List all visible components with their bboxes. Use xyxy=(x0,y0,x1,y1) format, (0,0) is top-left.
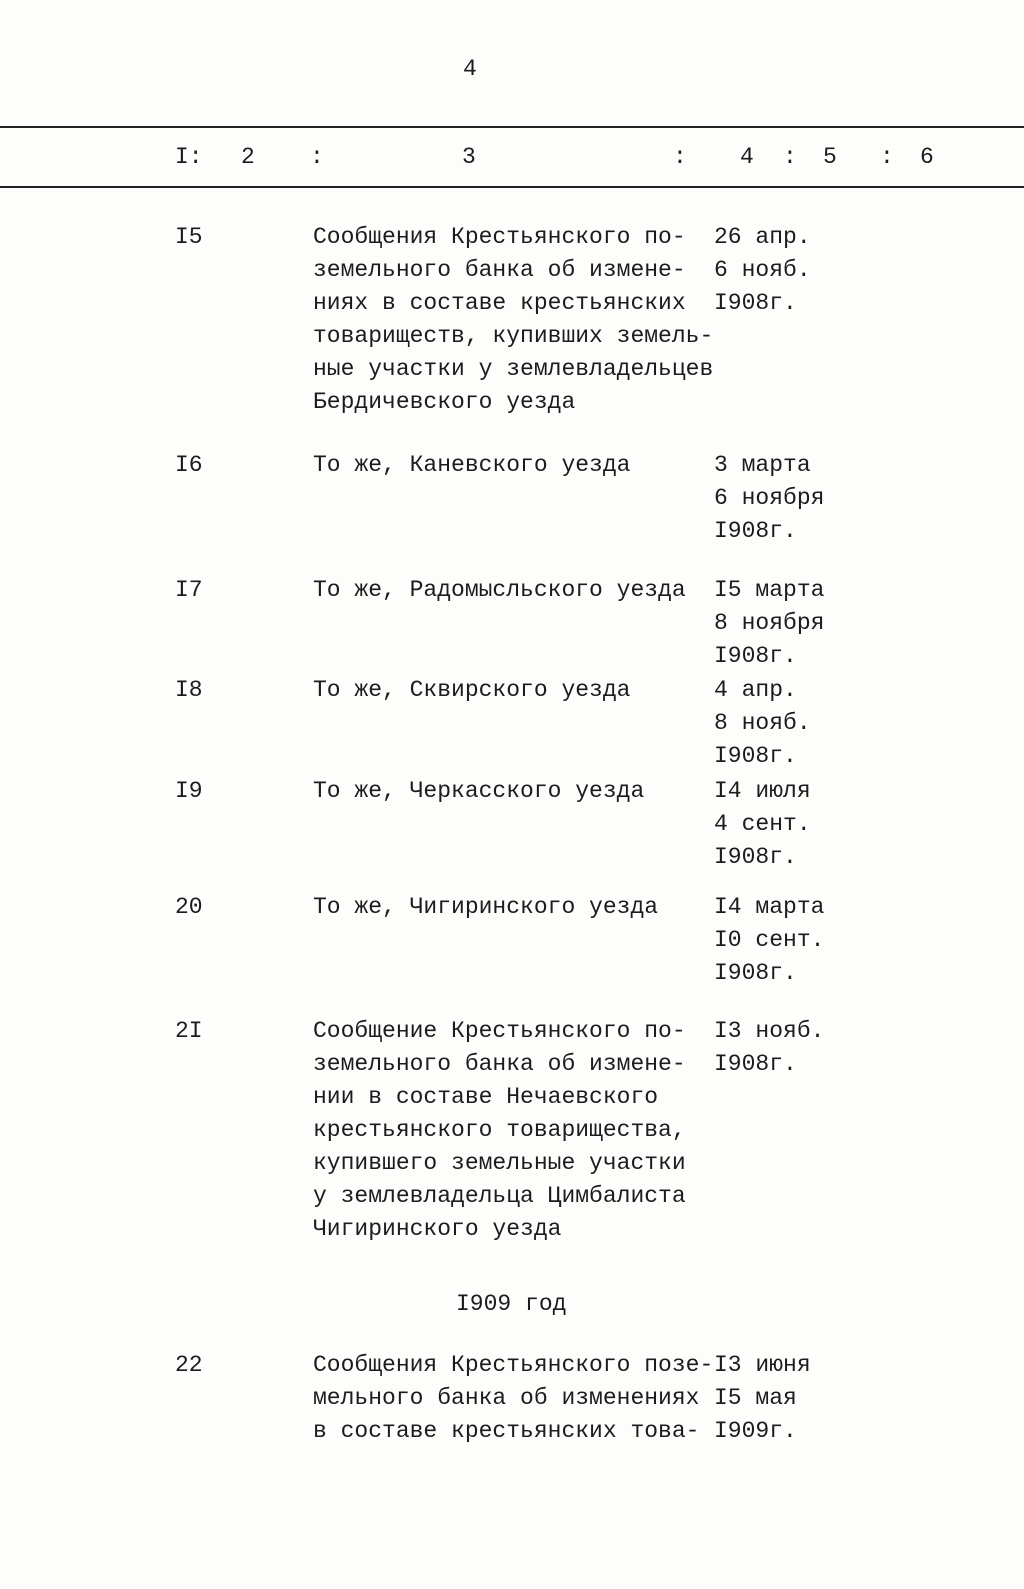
column-header-3: 3 xyxy=(462,144,476,170)
date-line: I908г. xyxy=(714,960,797,986)
entry-number: I5 xyxy=(175,224,203,250)
date-line: 6 ноября xyxy=(714,485,825,511)
entry-dates xyxy=(714,1349,811,1448)
date-line: I908г. xyxy=(714,290,797,316)
date-line: 4 сент. xyxy=(714,811,811,837)
entry-dates xyxy=(714,674,811,773)
date-line: I909г. xyxy=(714,1418,797,1444)
entry-description xyxy=(313,1349,713,1448)
header-top-rule xyxy=(0,126,1024,128)
date-line: 3 марта xyxy=(714,452,811,478)
header-bottom-rule xyxy=(0,186,1024,188)
column-separator: : xyxy=(673,144,687,170)
description-line: Сообщения Крестьянского позе- xyxy=(313,1352,714,1378)
entry-description xyxy=(313,674,630,707)
description-line: То же, Сквирского уезда xyxy=(313,677,631,703)
description-line: нии в составе Нечаевского xyxy=(313,1084,659,1110)
date-line: I3 июня xyxy=(714,1352,811,1378)
description-line: ные участки у землевладельцев xyxy=(313,356,714,382)
date-line: 4 апр. xyxy=(714,677,797,703)
description-line: Сообщения Крестьянского по- xyxy=(313,224,686,250)
column-header-2: 2 xyxy=(241,144,255,170)
description-line: Сообщение Крестьянского по- xyxy=(313,1018,686,1044)
date-line: I908г. xyxy=(714,844,797,870)
section-heading: I909 год xyxy=(456,1291,567,1317)
date-line: I0 сент. xyxy=(714,927,825,953)
description-line: Чигиринского уезда xyxy=(313,1216,562,1242)
entry-number: I9 xyxy=(175,778,203,804)
description-line: земельного банка об измене- xyxy=(313,257,686,283)
description-line: в составе крестьянских това- xyxy=(313,1418,700,1444)
date-line: I908г. xyxy=(714,518,797,544)
column-separator: : xyxy=(880,144,894,170)
date-line: I4 июля xyxy=(714,778,811,804)
description-line: То же, Каневского уезда xyxy=(313,452,631,478)
description-line: ниях в составе крестьянских xyxy=(313,290,686,316)
date-line: I908г. xyxy=(714,1051,797,1077)
description-line: То же, Радомысльского уезда xyxy=(313,577,686,603)
entry-number: 22 xyxy=(175,1352,203,1378)
entry-description xyxy=(313,449,630,482)
column-separator: : xyxy=(783,144,797,170)
entry-number: I8 xyxy=(175,677,203,703)
column-header-6: 6 xyxy=(920,144,934,170)
entry-description xyxy=(313,574,686,607)
date-line: 6 нояб. xyxy=(714,257,811,283)
entry-dates xyxy=(714,574,824,673)
page-number: 4 xyxy=(463,56,477,82)
entry-dates xyxy=(714,891,824,990)
column-separator: : xyxy=(310,144,324,170)
entry-number: 20 xyxy=(175,894,203,920)
entry-description xyxy=(313,891,658,924)
description-line: у землевладельца Цимбалиста xyxy=(313,1183,686,1209)
column-header-4: 4 xyxy=(740,144,754,170)
entry-dates xyxy=(714,449,824,548)
date-line: 8 нояб. xyxy=(714,710,811,736)
description-line: крестьянского товарищества, xyxy=(313,1117,686,1143)
entry-number: 2I xyxy=(175,1018,203,1044)
entry-description xyxy=(313,775,644,808)
date-line: 26 апр. xyxy=(714,224,811,250)
description-line: товариществ, купивших земель- xyxy=(313,323,714,349)
date-line: I5 марта xyxy=(714,577,825,603)
description-line: земельного банка об измене- xyxy=(313,1051,686,1077)
description-line: То же, Черкасского уезда xyxy=(313,778,645,804)
entry-description xyxy=(313,221,713,419)
date-line: I908г. xyxy=(714,743,797,769)
description-line: Бердичевского уезда xyxy=(313,389,576,415)
entry-dates xyxy=(714,775,811,874)
entry-dates xyxy=(714,221,811,320)
date-line: I5 мая xyxy=(714,1385,797,1411)
entry-dates xyxy=(714,1015,824,1081)
entry-number: I7 xyxy=(175,577,203,603)
description-line: купившего земельные участки xyxy=(313,1150,686,1176)
column-header-5: 5 xyxy=(823,144,837,170)
column-header-1: I: xyxy=(175,144,203,170)
date-line: I4 марта xyxy=(714,894,825,920)
description-line: То же, Чигиринского уезда xyxy=(313,894,659,920)
entry-description xyxy=(313,1015,686,1246)
date-line: 8 ноября xyxy=(714,610,825,636)
description-line: мельного банка об изменениях xyxy=(313,1385,700,1411)
date-line: I908г. xyxy=(714,643,797,669)
date-line: I3 нояб. xyxy=(714,1018,825,1044)
entry-number: I6 xyxy=(175,452,203,478)
